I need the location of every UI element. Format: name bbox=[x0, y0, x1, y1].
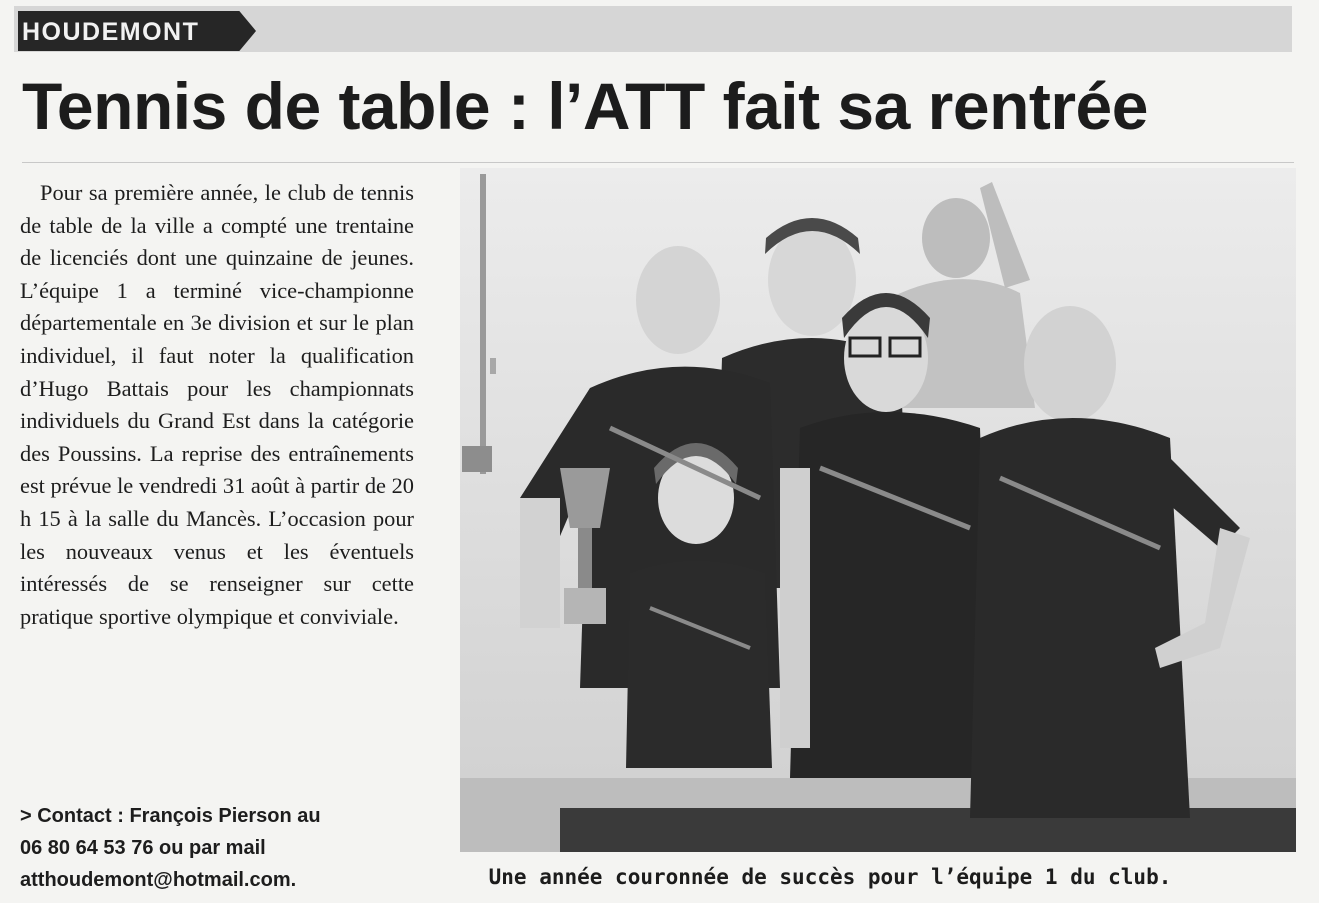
contact-block bbox=[20, 800, 440, 896]
contact-line-email: atthoudemont@hotmail.com. bbox=[20, 869, 297, 891]
contact-line-phone: 06 80 64 53 76 ou par mail bbox=[20, 837, 266, 859]
headline-divider bbox=[22, 162, 1294, 163]
team-photo-illustration bbox=[460, 168, 1296, 852]
article-body: Pour sa première année, le club de tennis de table de la ville a compté une trentaine de licenciés dont une quinzaine de jeunes. L’équipe 1 a terminé vice-championne départementale en 3e division et sur le plan individuel, il faut noter la qualification d’Hugo Battais pour les championnats individuels du Grand Est dans la catégorie des Poussins. La reprise des entraînements est prévue le vendredi 31 août à partir de 20 h 15 à la salle du Mancès. L’occasion pour les nouveaux venus et les éventuels intéressés de se renseigner sur cette pratique sportive olympique et conviviale. bbox=[20, 180, 414, 629]
section-kicker: HOUDEMONT bbox=[22, 18, 200, 46]
photo-caption: Une année couronnée de succès pour l’équipe 1 du club. bbox=[488, 865, 1172, 889]
contact-line-name: > Contact : François Pierson au bbox=[20, 805, 321, 827]
article-headline: Tennis de table : l’ATT fait sa rentrée bbox=[22, 69, 1148, 143]
team-photo bbox=[460, 168, 1296, 852]
